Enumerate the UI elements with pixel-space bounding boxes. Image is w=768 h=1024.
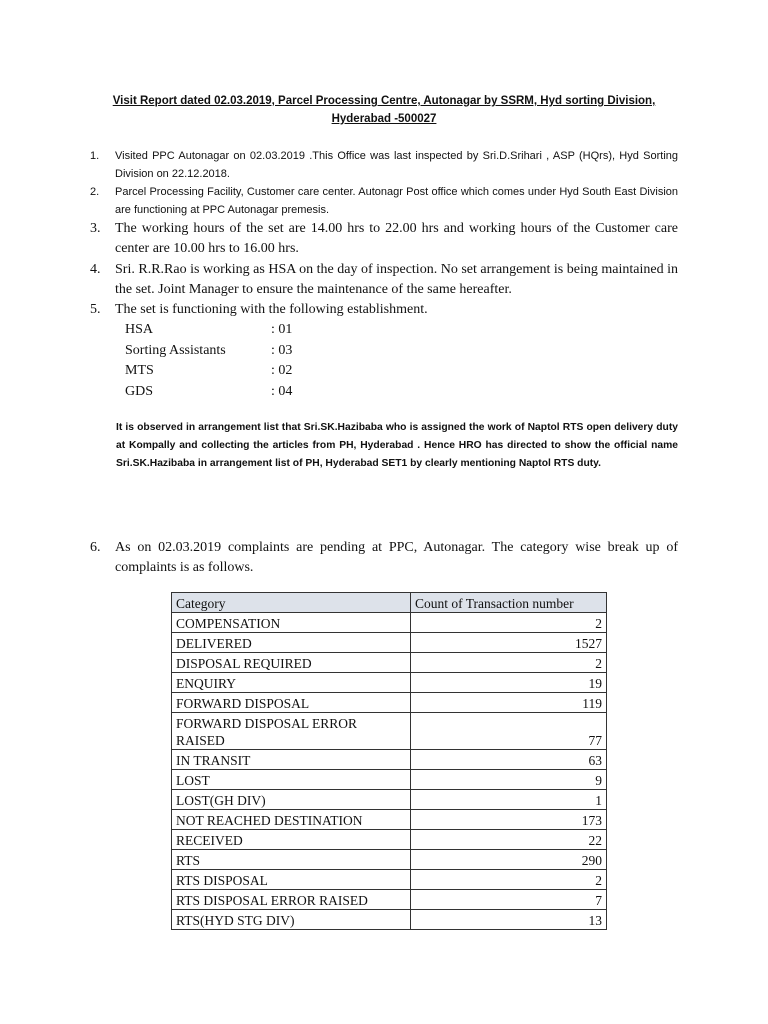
list-text: As on 02.03.2019 complaints are pending at PPC, Autonagar. The category wise break up of complaints is as follows. — [115, 540, 678, 575]
category-cell: FORWARD DISPOSAL — [172, 693, 411, 713]
establishment-label: Sorting Assistants — [125, 342, 226, 358]
establishment-label: HSA — [125, 322, 154, 337]
establishment-label: GDS — [125, 383, 154, 399]
list-text: Parcel Processing Facility, Customer care center. Autonagr Post office which comes under Hyd South East Division are functioning at PPC Autonagar premesis. — [115, 186, 678, 216]
table-row — [172, 890, 607, 910]
list-text: The working hours of the set are 14.00 hrs to 22.00 hrs and working hours of the Customer care center are 10.00 hrs to 16.00 hrs. — [115, 221, 678, 256]
count-cell: 19 — [411, 673, 607, 693]
count-cell: 13 — [411, 910, 607, 930]
category-cell: DELIVERED — [172, 633, 411, 653]
list-text: The set is functioning with the following establishment. — [115, 302, 428, 317]
count-cell: 2 — [411, 653, 607, 673]
count-cell: 63 — [411, 750, 607, 770]
table-row — [172, 750, 607, 770]
table-row — [172, 633, 607, 653]
count-cell: 7 — [411, 890, 607, 910]
table-row — [172, 693, 607, 713]
count-cell: 119 — [411, 693, 607, 713]
category-cell: LOST — [172, 770, 411, 790]
count-cell: 9 — [411, 770, 607, 790]
table-row — [172, 673, 607, 693]
category-cell: LOST(GH DIV) — [172, 790, 411, 810]
table-row — [172, 713, 607, 750]
report-title-line2: Hyderabad -500027 — [331, 113, 437, 125]
establishment-value: : 01 — [271, 322, 293, 337]
list-text: Visited PPC Autonagar on 02.03.2019 .This Office was last inspected by Sri.D.Srihari , ASP (HQrs), Hyd Sorting Division on 22.12.2018. — [115, 150, 678, 180]
count-cell: 2 — [411, 613, 607, 633]
establishment-value: : 03 — [271, 342, 293, 358]
list-item-3 — [90, 219, 678, 258]
count-cell: 1 — [411, 790, 607, 810]
list-number: 6. — [90, 540, 101, 555]
category-cell: COMPENSATION — [172, 613, 411, 633]
table-row — [172, 870, 607, 890]
establishment-list — [125, 320, 345, 402]
table-row — [172, 810, 607, 830]
complaints-table — [171, 592, 607, 930]
list-number: 2. — [90, 186, 100, 198]
count-cell: 77 — [411, 713, 607, 750]
list-item-1 — [90, 147, 678, 183]
category-cell: RECEIVED — [172, 830, 411, 850]
establishment-row — [125, 341, 345, 362]
table-row — [172, 653, 607, 673]
table-row — [172, 790, 607, 810]
establishment-row — [125, 382, 345, 403]
category-cell: RTS — [172, 850, 411, 870]
list-item-5 — [90, 300, 678, 320]
table-row — [172, 850, 607, 870]
list-number: 3. — [90, 221, 101, 236]
category-cell: ENQUIRY — [172, 673, 411, 693]
list-item-6 — [90, 538, 678, 577]
count-cell: 173 — [411, 810, 607, 830]
category-cell: RTS DISPOSAL ERROR RAISED — [172, 890, 411, 910]
establishment-value: : 02 — [271, 363, 293, 378]
report-title-line1: Visit Report dated 02.03.2019, Parcel Processing Centre, Autonagar by SSRM, Hyd sorting Division, — [112, 95, 656, 107]
count-cell: 22 — [411, 830, 607, 850]
establishment-label: MTS — [125, 363, 154, 378]
table-row — [172, 910, 607, 930]
category-cell: IN TRANSIT — [172, 750, 411, 770]
category-cell: FORWARD DISPOSAL ERROR RAISED — [172, 713, 411, 750]
observation-note: It is observed in arrangement list that Sri.SK.Hazibaba who is assigned the work of Naptol RTS open delivery duty at Kompally and collecting the articles from PH, Hyderabad . Hence HRO has directed to show the official name Sri.SK.Hazibaba in arrangement list of PH, Hyderabad SET1 by clearly mentioning Naptol RTS duty. — [116, 422, 678, 470]
category-cell: DISPOSAL REQUIRED — [172, 653, 411, 673]
count-cell: 1527 — [411, 633, 607, 653]
establishment-value: : 04 — [271, 383, 293, 399]
list-item-2 — [90, 183, 678, 219]
table-row — [172, 613, 607, 633]
table-row — [172, 770, 607, 790]
category-cell: RTS(HYD STG DIV) — [172, 910, 411, 930]
category-cell: RTS DISPOSAL — [172, 870, 411, 890]
establishment-row — [125, 320, 345, 341]
list-item-4 — [90, 260, 678, 299]
establishment-row — [125, 361, 345, 382]
count-header: Count of Transaction number — [411, 593, 607, 613]
count-cell: 2 — [411, 870, 607, 890]
table-header-row — [172, 593, 607, 613]
list-number: 5. — [90, 302, 101, 317]
list-text: Sri. R.R.Rao is working as HSA on the day of inspection. No set arrangement is being maintained in the set. Joint Manager to ensure the maintenance of the same hereafter. — [115, 262, 678, 297]
list-number: 1. — [90, 150, 100, 162]
list-number: 4. — [90, 262, 101, 277]
category-header: Category — [172, 593, 411, 613]
category-cell: NOT REACHED DESTINATION — [172, 810, 411, 830]
count-cell: 290 — [411, 850, 607, 870]
table-row — [172, 830, 607, 850]
